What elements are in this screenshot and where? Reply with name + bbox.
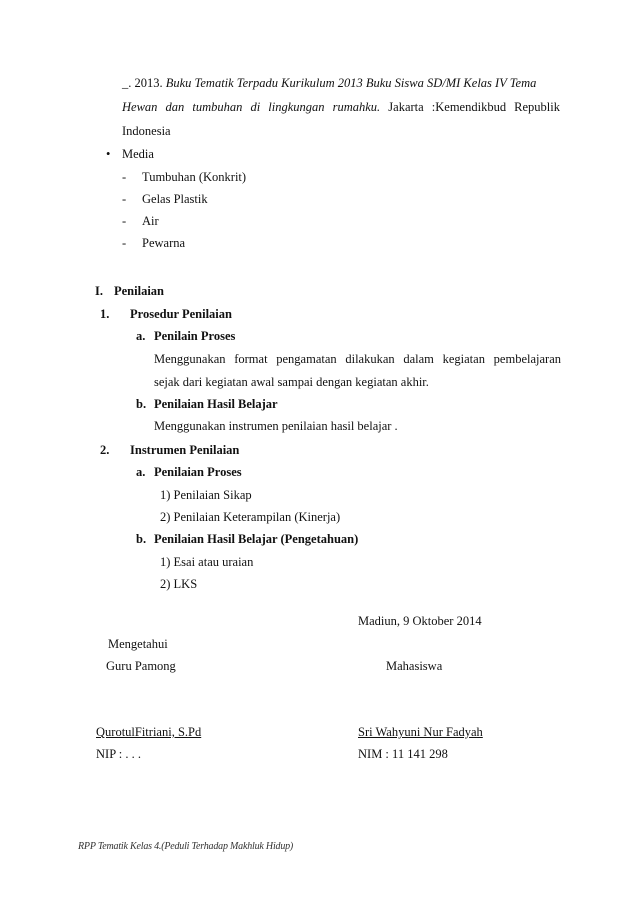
reference-book-subtitle: Hewan dan tumbuhan di lingkungan rumahku.	[122, 100, 381, 114]
media-item: Gelas Plastik	[142, 192, 208, 206]
prosedur-title: Prosedur Penilaian	[130, 307, 232, 321]
media-bullet: •	[106, 147, 111, 161]
instrumen-a-item: 1) Penilaian Sikap	[160, 488, 252, 502]
media-dash: -	[122, 236, 127, 250]
media-dash: -	[122, 214, 127, 228]
media-dash: -	[122, 192, 127, 206]
mengetahui-label: Mengetahui	[108, 637, 168, 651]
reference-line-3: Indonesia	[122, 124, 171, 138]
reference-line-1	[122, 75, 536, 91]
prosedur-a-text-2: sejak dari kegiatan awal sampai dengan kegiatan akhir.	[154, 375, 429, 389]
prosedur-b-label: b.	[136, 397, 147, 411]
prosedur-number: 1.	[100, 307, 110, 321]
instrumen-b-title: Penilaian Hasil Belajar (Pengetahuan)	[154, 532, 359, 546]
right-signer-name: Sri Wahyuni Nur Fadyah	[358, 725, 483, 739]
prosedur-a-text-1: Menggunakan format pengamatan dilakukan dalam kegiatan pembelajaran	[154, 352, 561, 366]
prosedur-b-text: Menggunakan instrumen penilaian hasil belajar .	[154, 419, 398, 433]
instrumen-title: Instrumen Penilaian	[130, 443, 240, 457]
section-numeral: I.	[95, 284, 103, 298]
media-dash: -	[122, 170, 127, 184]
reference-book-title: Buku Tematik Terpadu Kurikulum 2013 Buku Siswa SD/MI Kelas IV Tema	[165, 76, 537, 90]
instrumen-a-label: a.	[136, 465, 146, 479]
right-signer-role: Mahasiswa	[386, 659, 443, 673]
page-footer: RPP Tematik Kelas 4.(Peduli Terhadap Makhluk Hidup)	[78, 841, 294, 852]
instrumen-a-title: Penilaian Proses	[154, 465, 242, 479]
instrumen-b-item: 1) Esai atau uraian	[160, 555, 254, 569]
instrumen-number: 2.	[100, 443, 110, 457]
prosedur-a-label: a.	[136, 329, 146, 343]
left-signer-role: Guru Pamong	[106, 659, 176, 673]
section-title: Penilaian	[114, 284, 165, 298]
media-item: Air	[142, 214, 159, 228]
media-label: Media	[122, 147, 154, 161]
prosedur-a-title: Penilain Proses	[154, 329, 236, 343]
reference-year: _. 2013.	[122, 76, 163, 90]
place-date: Madiun, 9 Oktober 2014	[358, 614, 482, 628]
media-item: Pewarna	[142, 236, 186, 250]
instrumen-b-label: b.	[136, 532, 147, 546]
instrumen-a-item: 2) Penilaian Keterampilan (Kinerja)	[160, 510, 341, 524]
right-signer-nim: NIM : 11 141 298	[358, 747, 448, 761]
instrumen-b-item: 2) LKS	[160, 577, 198, 591]
left-signer-nip: NIP : . . .	[96, 747, 142, 761]
prosedur-b-title: Penilaian Hasil Belajar	[154, 397, 278, 411]
media-item: Tumbuhan (Konkrit)	[142, 170, 247, 184]
reference-publisher: Jakarta :Kemendikbud Republik	[388, 100, 561, 114]
reference-line-2	[122, 99, 560, 115]
left-signer-name: QurotulFitriani, S.Pd	[96, 725, 202, 739]
